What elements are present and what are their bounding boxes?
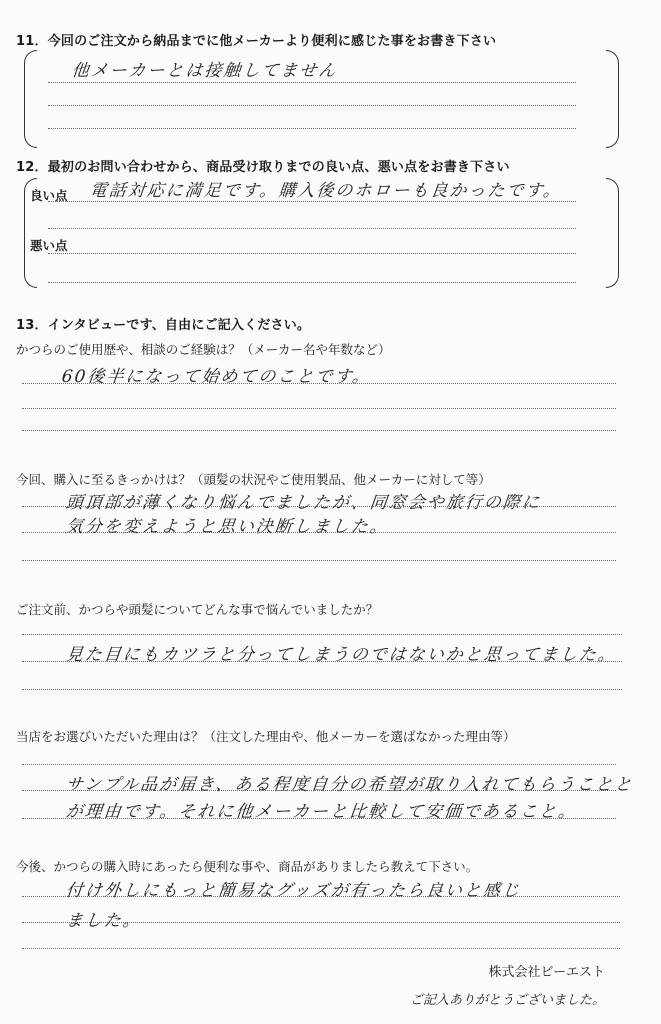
answer-line [22,532,616,533]
answer-line [48,282,576,283]
q13-item2-answer-line2: 気分を変えようと思い決断しました。 [64,517,390,537]
answer-line [22,764,616,765]
q13-item3-answer: 見た目にもカツラと分ってしまうのではないかと思ってました。 [64,645,618,665]
q13-item5-answer-line1: 付け外しにもっと簡易なグッズが有ったら良いと感じ [64,881,522,901]
q13-item1-question: かつらのご使用歴や、相談のご経験は？（メーカー名や年数など） [16,342,391,357]
good-points-answer: 電話対応に満足です。購入後のホローも良かったです。 [88,181,564,201]
answer-line [22,948,620,949]
answer-line [22,818,616,819]
answer-line [22,790,616,791]
answer-line [22,408,616,409]
answer-line [48,228,576,229]
q13-item5-answer-line2: ました。 [64,911,143,931]
answer-line [48,82,576,83]
bad-points-label: 悪い点 [30,238,68,253]
answer-line [48,128,576,129]
answer-line [22,383,616,384]
q13-item2-answer-line1: 頭頂部が薄くなり悩んでましたが、同窓会や旅行の際に [64,493,542,513]
answer-line [22,922,620,923]
q11-right-bracket [606,50,619,148]
q13-item1-answer: 60後半になって始めてのことです。 [60,367,373,387]
answer-line [22,430,616,431]
q11-left-bracket [24,50,37,148]
q11-heading: 11．今回のご注文から納品までに他メーカーより便利に感じた事をお書き下さい [16,34,497,49]
answer-line [22,634,622,635]
q13-item3-question: ご注文前、かつらや頭髪についてどんな事で悩んでいましたか？ [16,602,379,617]
thank-you-note: ご記入ありがとうございました。 [409,993,605,1008]
q12-heading: 12．最初のお問い合わせから、商品受け取りまでの良い点、悪い点をお書き下さい [16,160,510,175]
answer-line [22,506,616,507]
q13-item2-question: 今回、購入に至るきっかけは？（頭髪の状況やご使用製品、他メーカーに対して等） [16,472,491,487]
answer-line [48,105,576,106]
q13-item5-question: 今後、かつらの購入時にあったら便利な事や、商品がありましたら教えて下さい。 [16,859,479,874]
answer-line [48,253,576,254]
q13-heading: 13．インタビューです、自由にご記入ください。 [16,318,311,333]
q13-item4-answer-line1: サンプル品が届き、ある程度自分の希望が取り入れてもらうことと [64,775,635,795]
q13-item4-question: 当店をお選びいただいた理由は？（注文した理由や、他メーカーを選ばなかった理由等） [16,729,516,744]
q12-right-bracket [606,178,619,288]
q11-answer: 他メーカーとは接触してません [70,61,339,81]
answer-line [22,661,622,662]
good-points-label: 良い点 [30,188,68,203]
answer-line [48,201,576,202]
answer-line [22,689,622,690]
answer-line [22,896,620,897]
answer-line [22,560,616,561]
company-name: 株式会社ビーエスト [488,965,605,980]
q13-item4-answer-line2: が理由です。それに他メーカーと比較して安価であること。 [64,802,579,822]
